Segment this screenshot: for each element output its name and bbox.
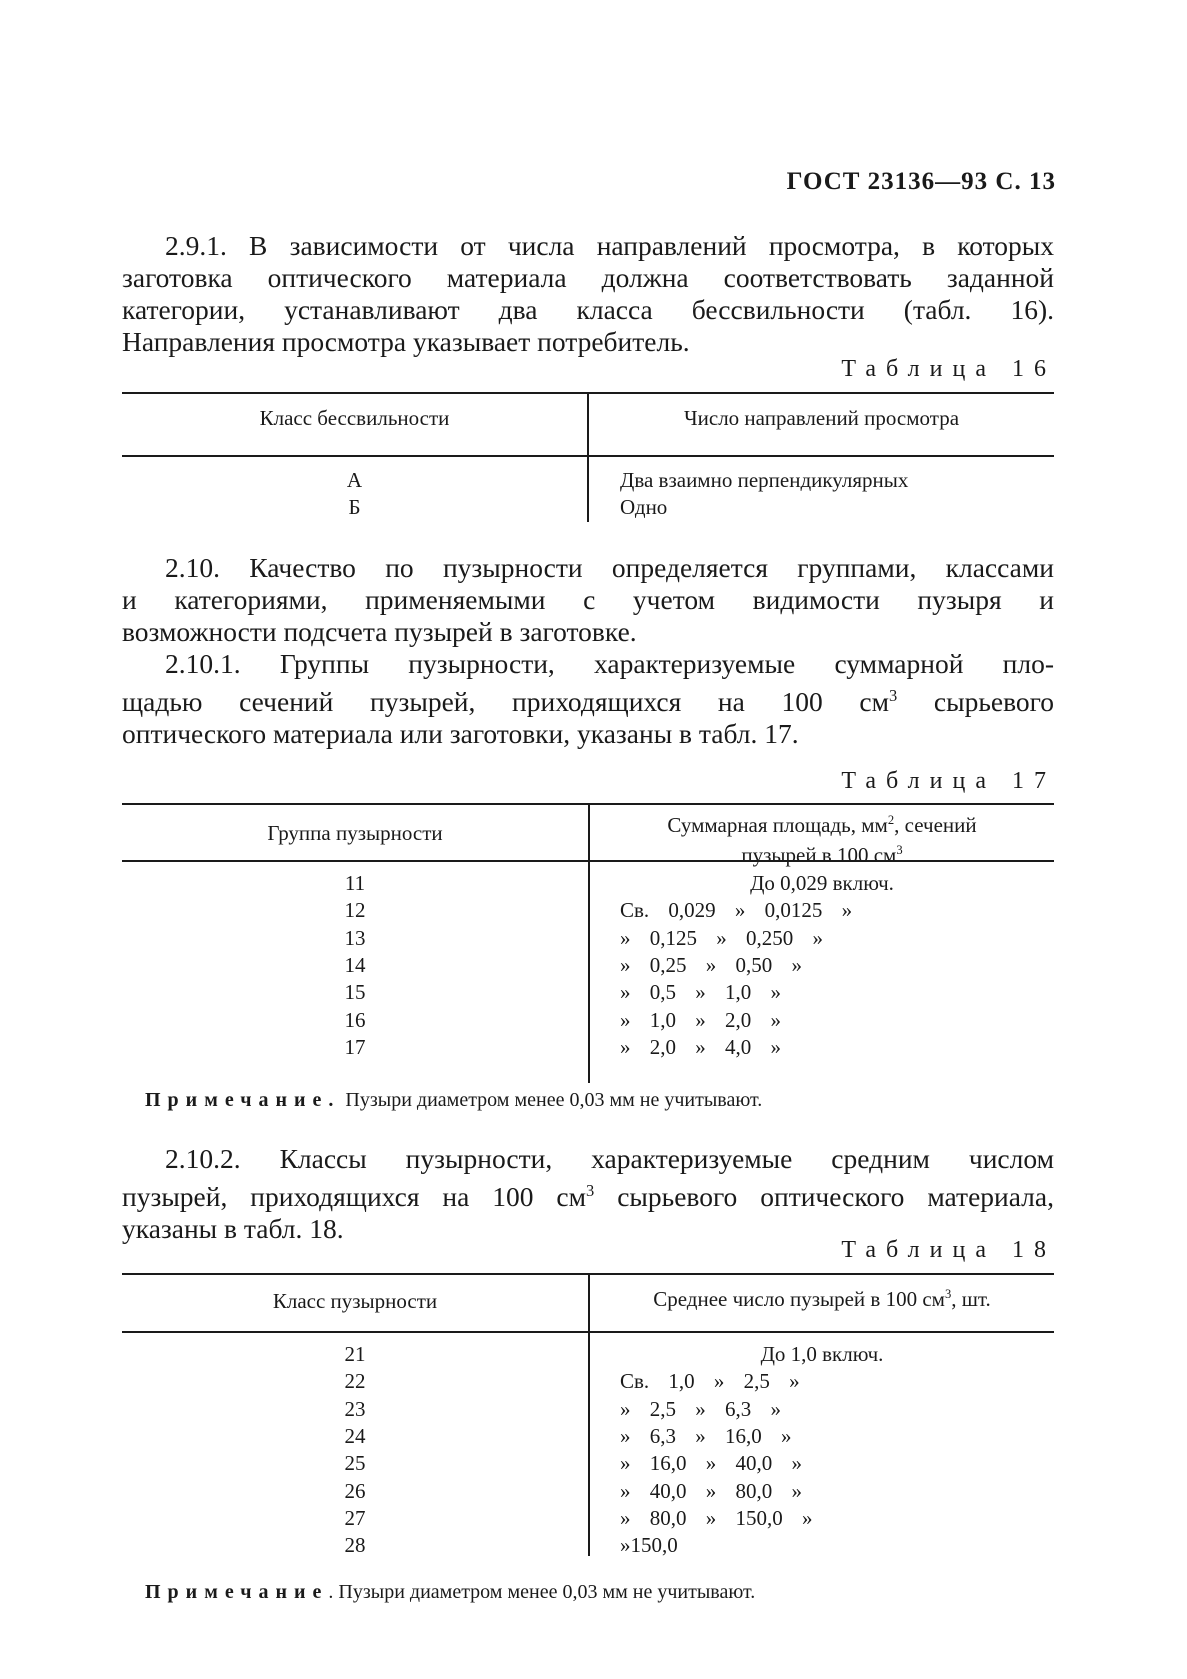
table-cell: 28 — [344, 1533, 366, 1558]
table-17-caption: Таблица 17 — [841, 768, 1056, 794]
table-18 — [122, 1273, 1054, 1556]
text-fragment: щадью сечений пузырей, приходящихся на 100 см — [122, 686, 889, 718]
table-cell: 22 — [344, 1369, 366, 1394]
table-16-caption: Таблица 16 — [841, 356, 1056, 382]
table-cell: 27 — [344, 1505, 366, 1530]
table-cell: » 2,0 » 4,0 » — [620, 1034, 781, 1059]
note-label: Примечание. — [145, 1089, 341, 1111]
superscript: 3 — [944, 1287, 952, 1301]
superscript: 2 — [887, 813, 895, 827]
table-cell: 11 — [344, 871, 366, 895]
text-line: 2.10. Качество по пузырности определяется группами, классами — [165, 552, 1054, 583]
table-cell: 14 — [344, 952, 366, 977]
text-line: 2.10.2. Классы пузырности, характеризуемые средним числом — [165, 1143, 1054, 1174]
text-fragment: сырьевого оптического материала, — [594, 1181, 1054, 1213]
table-16-col1-header: Класс бессвильности — [259, 406, 450, 430]
text-fragment: , шт. — [951, 1287, 991, 1311]
table-cell: 21 — [344, 1342, 366, 1366]
table-17-col2-header — [590, 808, 1054, 868]
text-fragment: Среднее число пузырей в 100 см — [653, 1287, 945, 1311]
text-fragment: пузырей в 100 см — [741, 843, 897, 867]
table-cell: До 0,029 включ. — [750, 871, 894, 895]
page-header: ГОСТ 23136—93 С. 13 — [786, 168, 1056, 195]
table-cell: » 6,3 » 16,0 » — [620, 1423, 792, 1448]
text-fragment: Суммарная площадь, мм — [667, 813, 888, 837]
table-cell: » 0,25 » 0,50 » — [620, 952, 802, 977]
table-cell: » 2,5 » 6,3 » — [620, 1396, 781, 1421]
table-cell: 25 — [344, 1451, 366, 1476]
paragraph-2-10 — [122, 552, 1054, 648]
table-18-note — [145, 1581, 755, 1604]
text-line: оптического материала или заготовки, указаны в табл. 17. — [122, 718, 799, 750]
table-cell: » 1,0 » 2,0 » — [620, 1007, 781, 1032]
paragraph-2-10-2 — [122, 1143, 1054, 1245]
table-cell: 13 — [344, 925, 366, 950]
note-text: . Пузыри диаметром менее 0,03 мм не учитывают. — [328, 1581, 756, 1603]
table-cell: 17 — [344, 1034, 366, 1059]
text-line: Направления просмотра указывает потребитель. — [122, 326, 690, 357]
paragraph-2-10-1 — [122, 648, 1054, 750]
table-cell: » 80,0 » 150,0 » — [620, 1505, 813, 1530]
superscript: 3 — [896, 843, 903, 857]
table-cell: А — [346, 468, 363, 492]
table-17-col1-header: Группа пузырности — [267, 821, 443, 845]
table-cell: 26 — [344, 1478, 366, 1503]
table-18-col2-header — [590, 1287, 1054, 1312]
table-16-col2-header: Число направлений просмотра — [683, 406, 960, 430]
table-cell: Б — [348, 495, 361, 519]
table-cell: »150,0 — [620, 1533, 678, 1558]
superscript: 3 — [889, 686, 898, 705]
table-divider — [588, 1273, 590, 1556]
table-cell: 15 — [344, 980, 366, 1005]
table-cell: » 0,125 » 0,250 » — [620, 925, 823, 950]
paragraph-2-9-1 — [122, 230, 1054, 358]
text-line — [122, 680, 1054, 718]
text-line — [122, 1175, 1054, 1213]
text-fragment: сырьевого — [897, 686, 1054, 718]
table-cell: » 16,0 » 40,0 » — [620, 1451, 802, 1476]
table-cell: 16 — [344, 1007, 366, 1032]
table-17-note — [145, 1089, 762, 1112]
text-line: заготовка оптического материала должна соответствовать заданной — [122, 262, 1054, 293]
table-cell: Одно — [620, 495, 668, 519]
table-cell: Два взаимно перпендикулярных — [620, 468, 909, 492]
text-line: категории, устанавливают два класса бессвильности (табл. 16). — [122, 294, 1054, 325]
table-cell: До 1,0 включ. — [760, 1342, 884, 1366]
superscript: 3 — [586, 1181, 595, 1200]
table-18-caption: Таблица 18 — [841, 1237, 1056, 1263]
table-cell: 12 — [344, 898, 366, 923]
text-line: 2.9.1. В зависимости от числа направлений просмотра, в которых — [165, 230, 1054, 261]
table-cell: Св. 0,029 » 0,0125 » — [620, 898, 853, 923]
table-16 — [122, 392, 1054, 524]
text-line: возможности подсчета пузырей в заготовке. — [122, 616, 637, 647]
table-17 — [122, 803, 1054, 1083]
text-fragment: , сечений — [894, 813, 977, 837]
text-line: и категориями, применяемыми с учетом видимости пузыря и — [122, 584, 1054, 615]
table-cell: Св. 1,0 » 2,5 » — [620, 1369, 800, 1394]
table-cell: 23 — [344, 1396, 366, 1421]
text-fragment: пузырей, приходящихся на 100 см — [122, 1181, 587, 1213]
text-line: указаны в табл. 18. — [122, 1213, 344, 1245]
text-line: 2.10.1. Группы пузырности, характеризуемые суммарной пло- — [165, 648, 1054, 679]
table-18-col1-header: Класс пузырности — [272, 1289, 438, 1313]
table-cell: » 40,0 » 80,0 » — [620, 1478, 802, 1503]
table-cell: » 0,5 » 1,0 » — [620, 980, 781, 1005]
note-label: Примечание — [145, 1581, 329, 1603]
note-text: Пузыри диаметром менее 0,03 мм не учитывают. — [340, 1089, 763, 1111]
table-cell: 24 — [344, 1423, 366, 1448]
